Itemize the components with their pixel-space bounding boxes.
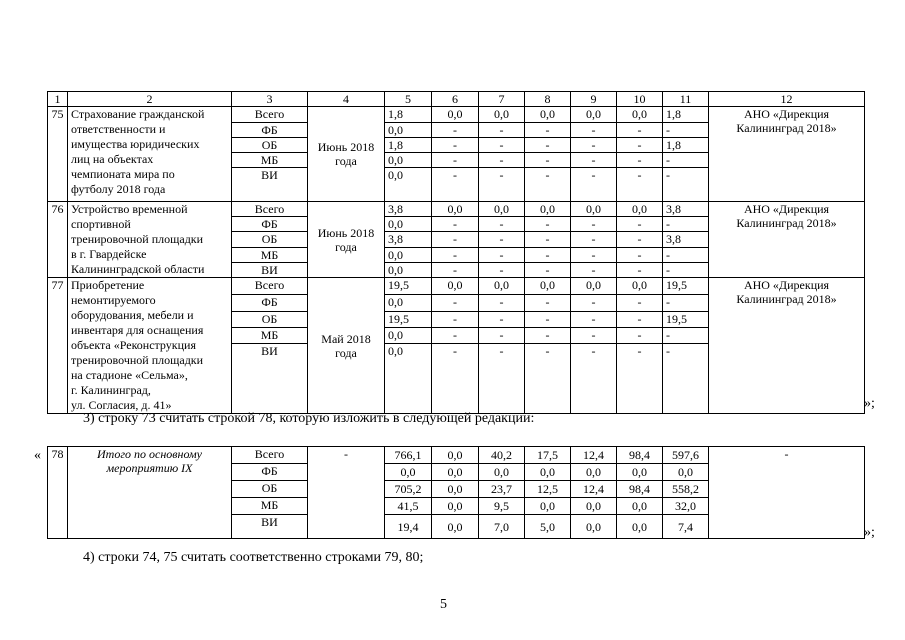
paragraph-3: 3) строку 73 считать строкой 78, которую изложить в следующей редакции: (83, 411, 535, 426)
value-cell: 0,0 (617, 515, 663, 539)
value-cell: - (571, 295, 617, 311)
measure-name-line: тренировочной площадки (71, 232, 204, 246)
value-cell: - (663, 153, 709, 168)
measure-name-line: лиц на объектах (71, 152, 154, 166)
value-cell: 0,0 (385, 464, 432, 481)
value-cell: 0,0 (525, 278, 571, 295)
value-cell: 3,8 (385, 202, 432, 217)
value-cell: 1,8 (663, 107, 709, 123)
header-cell: 5 (385, 92, 432, 107)
value-cell: 0,0 (571, 498, 617, 515)
value-cell: 0,0 (525, 498, 571, 515)
value-cell: 98,4 (617, 481, 663, 498)
value-cell: 0,0 (385, 328, 432, 344)
measure-name (68, 202, 232, 278)
measure-name-line: г. Калининград, (71, 383, 151, 397)
measure-name-line: мероприятию IX (106, 461, 193, 475)
value-cell: - (432, 247, 479, 262)
value-cell: - (617, 138, 663, 153)
value-cell: 3,8 (385, 232, 432, 247)
measure-name-line: футболу 2018 года (71, 182, 166, 196)
value-cell: - (525, 328, 571, 344)
value-cell: - (617, 123, 663, 138)
value-cell: 0,0 (479, 464, 525, 481)
measure-name-line: объекта «Реконструкция (71, 338, 196, 352)
value-cell: - (617, 232, 663, 247)
value-cell: 0,0 (571, 515, 617, 539)
header-cell: 12 (709, 92, 865, 107)
value-cell: - (432, 232, 479, 247)
term: Май 2018 года (308, 278, 385, 414)
value-cell: - (479, 138, 525, 153)
value-cell: 98,4 (617, 447, 663, 464)
value-cell: - (432, 344, 479, 414)
value-cell: - (525, 311, 571, 327)
value-cell: - (571, 328, 617, 344)
term: Июнь 2018 года (308, 107, 385, 202)
paragraph-4: 4) строки 74, 75 считать соответственно строками 79, 80; (83, 550, 424, 565)
value-cell: 9,5 (479, 498, 525, 515)
executor: АНО «Дирекция Калининград 2018» (709, 202, 865, 278)
value-cell: - (571, 262, 617, 277)
value-cell: - (571, 247, 617, 262)
value-cell: - (479, 311, 525, 327)
value-cell: - (432, 153, 479, 168)
value-cell: - (432, 138, 479, 153)
value-cell: - (432, 262, 479, 277)
value-cell: - (479, 153, 525, 168)
funding-source: МБ (232, 328, 308, 344)
value-cell: - (479, 168, 525, 202)
funding-source: ОБ (232, 481, 308, 498)
value-cell: 1,8 (385, 138, 432, 153)
closing-quote-1: »; (864, 396, 875, 411)
measure-name (68, 447, 232, 539)
value-cell: 0,0 (385, 262, 432, 277)
value-cell: - (479, 217, 525, 232)
value-cell: 19,4 (385, 515, 432, 539)
value-cell: - (571, 344, 617, 414)
value-cell: - (663, 262, 709, 277)
funding-source: ФБ (232, 217, 308, 232)
header-cell: 9 (571, 92, 617, 107)
value-cell: 0,0 (432, 278, 479, 295)
value-cell: - (479, 247, 525, 262)
funding-source: Всего (232, 447, 308, 464)
value-cell: 12,5 (525, 481, 571, 498)
value-cell: 0,0 (571, 202, 617, 217)
value-cell: 0,0 (479, 202, 525, 217)
value-cell: - (525, 123, 571, 138)
header-cell: 8 (525, 92, 571, 107)
value-cell: - (617, 262, 663, 277)
value-cell: 19,5 (385, 278, 432, 295)
header-cell: 10 (617, 92, 663, 107)
value-cell: - (571, 168, 617, 202)
header-cell: 3 (232, 92, 308, 107)
table-row (48, 278, 865, 295)
value-cell: 17,5 (525, 447, 571, 464)
value-cell: 0,0 (432, 202, 479, 217)
row-number: 75 (48, 107, 68, 202)
funding-source: Всего (232, 202, 308, 217)
value-cell: 0,0 (479, 278, 525, 295)
value-cell: - (571, 153, 617, 168)
header-cell: 1 (48, 92, 68, 107)
funding-source: ВИ (232, 344, 308, 414)
value-cell: 0,0 (525, 464, 571, 481)
funding-source: ВИ (232, 262, 308, 277)
term: Июнь 2018 года (308, 202, 385, 278)
value-cell: 7,4 (663, 515, 709, 539)
value-cell: 0,0 (617, 498, 663, 515)
value-cell: 597,6 (663, 447, 709, 464)
value-cell: 19,5 (663, 311, 709, 327)
executor: - (709, 447, 865, 539)
measure-name-line: Страхование гражданской (71, 107, 205, 121)
funding-source: МБ (232, 498, 308, 515)
header-cell: 6 (432, 92, 479, 107)
funding-source: ВИ (232, 515, 308, 539)
value-cell: - (525, 344, 571, 414)
value-cell: - (663, 247, 709, 262)
value-cell: - (525, 168, 571, 202)
measure-name-line: тренировочной площадки (71, 353, 204, 367)
table-row (48, 202, 865, 217)
funding-source: ОБ (232, 232, 308, 247)
value-cell: 3,8 (663, 202, 709, 217)
value-cell: 558,2 (663, 481, 709, 498)
value-cell: - (525, 217, 571, 232)
page-number: 5 (440, 597, 447, 612)
value-cell: 0,0 (571, 464, 617, 481)
value-cell: - (571, 138, 617, 153)
funding-source: Всего (232, 107, 308, 123)
value-cell: 0,0 (385, 123, 432, 138)
value-cell: - (571, 311, 617, 327)
value-cell: 0,0 (432, 498, 479, 515)
value-cell: 12,4 (571, 447, 617, 464)
value-cell: 0,0 (432, 515, 479, 539)
funding-source: ОБ (232, 138, 308, 153)
funding-source: ОБ (232, 311, 308, 327)
value-cell: - (617, 328, 663, 344)
measure-name-line: немонтируемого (71, 293, 156, 307)
row-number: 77 (48, 278, 68, 414)
funding-source: Всего (232, 278, 308, 295)
value-cell: 19,5 (385, 311, 432, 327)
value-cell: - (525, 262, 571, 277)
executor: АНО «Дирекция Калининград 2018» (709, 278, 865, 414)
value-cell: 705,2 (385, 481, 432, 498)
header-cell: 11 (663, 92, 709, 107)
value-cell: - (617, 344, 663, 414)
value-cell: - (432, 123, 479, 138)
value-cell: - (525, 295, 571, 311)
value-cell: 0,0 (385, 247, 432, 262)
value-cell: 0,0 (617, 278, 663, 295)
value-cell: 12,4 (571, 481, 617, 498)
measure-name-line: ответственности и (71, 122, 166, 136)
table-main (47, 91, 865, 414)
funding-source: ФБ (232, 123, 308, 138)
value-cell: - (663, 295, 709, 311)
value-cell: - (432, 311, 479, 327)
value-cell: - (663, 344, 709, 414)
value-cell: 40,2 (479, 447, 525, 464)
value-cell: - (479, 344, 525, 414)
value-cell: 0,0 (385, 217, 432, 232)
table-row (48, 447, 865, 464)
funding-source: ФБ (232, 464, 308, 481)
value-cell: 32,0 (663, 498, 709, 515)
value-cell: - (525, 138, 571, 153)
value-cell: - (617, 168, 663, 202)
measure-name-line: ул. Согласия, д. 41» (71, 398, 172, 412)
value-cell: - (432, 295, 479, 311)
measure-name (68, 107, 232, 202)
opening-quote-2: « (34, 448, 41, 463)
measure-name-line: оборудования, мебели и (71, 308, 194, 322)
measure-name-line: чемпионата мира по (71, 167, 175, 181)
value-cell: - (663, 168, 709, 202)
value-cell: - (432, 168, 479, 202)
value-cell: - (571, 232, 617, 247)
measure-name-line: Итого по основному (97, 447, 202, 461)
measure-name-line: инвентаря для оснащения (71, 323, 204, 337)
value-cell: - (432, 328, 479, 344)
value-cell: 0,0 (432, 481, 479, 498)
value-cell: 0,0 (385, 344, 432, 414)
value-cell: 0,0 (385, 168, 432, 202)
row-number: 76 (48, 202, 68, 278)
measure-name-line: Калининградской области (71, 262, 205, 276)
row-number: 78 (48, 447, 68, 539)
closing-quote-2: »; (864, 525, 875, 540)
value-cell: 0,0 (571, 107, 617, 123)
value-cell: - (663, 328, 709, 344)
value-cell: - (432, 217, 479, 232)
measure-name-line: в г. Гвардейске (71, 247, 147, 261)
measure-name-line: Приобретение (71, 278, 145, 292)
value-cell: 0,0 (617, 464, 663, 481)
value-cell: - (571, 123, 617, 138)
header-cell: 7 (479, 92, 525, 107)
value-cell: - (525, 232, 571, 247)
value-cell: 0,0 (432, 447, 479, 464)
header-cell: 4 (308, 92, 385, 107)
measure-name-line: спортивной (71, 217, 131, 231)
value-cell: 0,0 (617, 202, 663, 217)
value-cell: 0,0 (617, 107, 663, 123)
funding-source: МБ (232, 247, 308, 262)
value-cell: - (663, 123, 709, 138)
value-cell: - (617, 295, 663, 311)
table-row (48, 107, 865, 123)
value-cell: 3,8 (663, 232, 709, 247)
executor: АНО «Дирекция Калининград 2018» (709, 107, 865, 202)
value-cell: 0,0 (663, 464, 709, 481)
value-cell: 0,0 (432, 107, 479, 123)
value-cell: - (571, 217, 617, 232)
value-cell: - (617, 153, 663, 168)
value-cell: - (525, 153, 571, 168)
value-cell: - (479, 123, 525, 138)
value-cell: 0,0 (432, 464, 479, 481)
value-cell: 19,5 (663, 278, 709, 295)
term: - (308, 447, 385, 539)
value-cell: 0,0 (525, 202, 571, 217)
value-cell: 41,5 (385, 498, 432, 515)
funding-source: ВИ (232, 168, 308, 202)
value-cell: 23,7 (479, 481, 525, 498)
header-cell: 2 (68, 92, 232, 107)
measure-name-line: Устройство временной (71, 202, 188, 216)
value-cell: - (617, 217, 663, 232)
value-cell: 0,0 (385, 153, 432, 168)
measure-name (68, 278, 232, 414)
value-cell: - (479, 328, 525, 344)
table-header-row (48, 92, 865, 107)
value-cell: - (617, 247, 663, 262)
value-cell: - (479, 295, 525, 311)
table-total (47, 446, 865, 539)
value-cell: 0,0 (385, 295, 432, 311)
value-cell: - (479, 262, 525, 277)
value-cell: 1,8 (663, 138, 709, 153)
funding-source: ФБ (232, 295, 308, 311)
value-cell: - (617, 311, 663, 327)
value-cell: 1,8 (385, 107, 432, 123)
measure-name-line: имущества юридических (71, 137, 200, 151)
value-cell: - (479, 232, 525, 247)
value-cell: 7,0 (479, 515, 525, 539)
measure-name-line: на стадионе «Сельма», (71, 368, 188, 382)
value-cell: 0,0 (479, 107, 525, 123)
funding-source: МБ (232, 153, 308, 168)
value-cell: - (663, 217, 709, 232)
value-cell: 0,0 (571, 278, 617, 295)
value-cell: 766,1 (385, 447, 432, 464)
value-cell: 5,0 (525, 515, 571, 539)
value-cell: - (525, 247, 571, 262)
value-cell: 0,0 (525, 107, 571, 123)
